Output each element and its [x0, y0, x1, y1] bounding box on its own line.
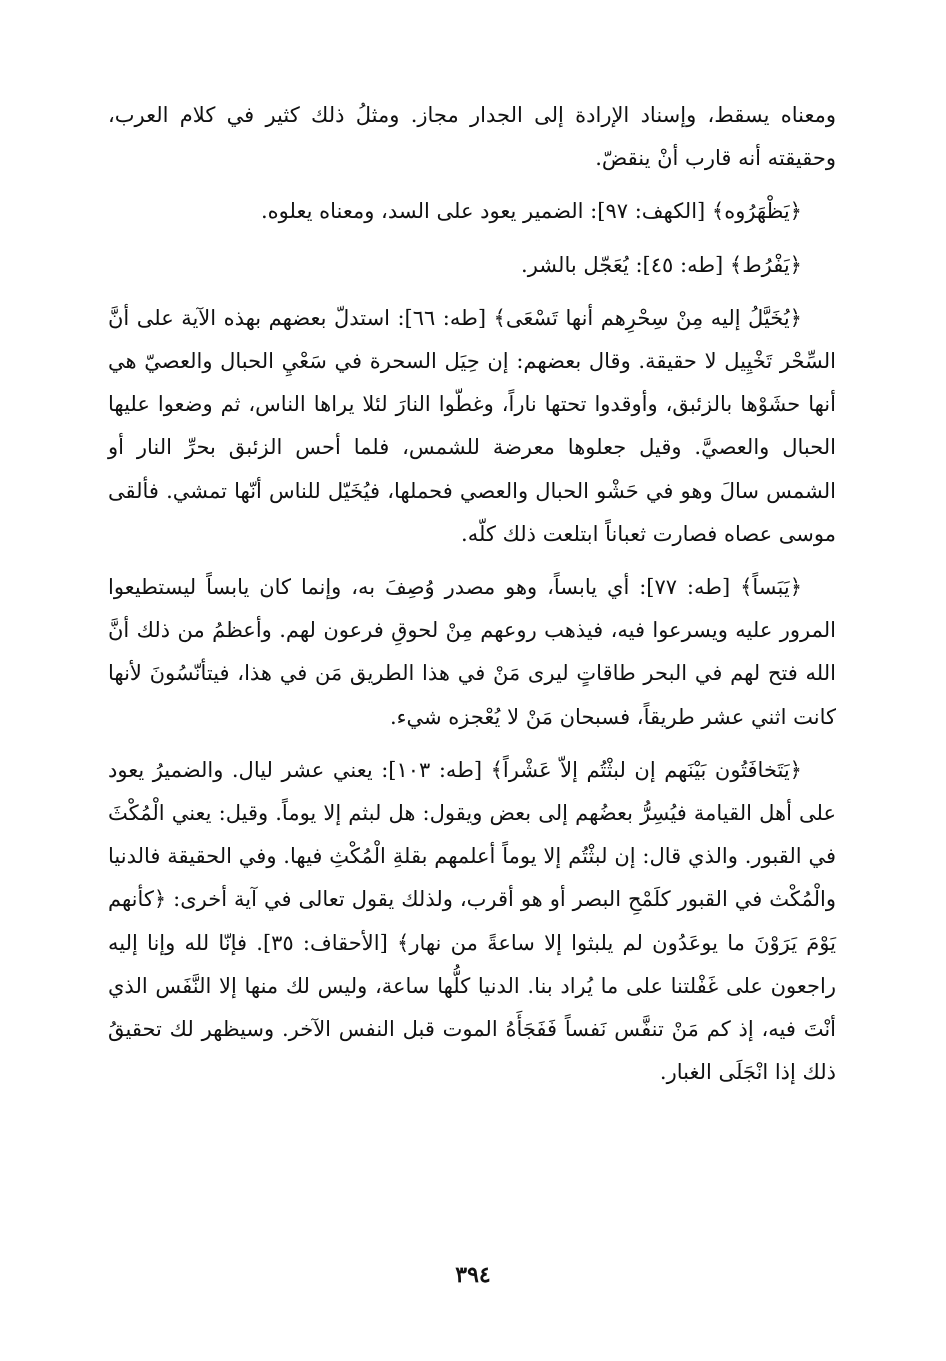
paragraph-gap — [108, 234, 836, 244]
paragraph-yafrut: ﴿يَفْرُط﴾ [طه: ٤٥]: يُعَجّل بالشر. — [521, 252, 802, 277]
paragraph-gap — [108, 287, 836, 297]
paragraph-continuation: ومعناه يسقط، وإسناد الإرادة إلى الجدار مجاز. ومثلُ ذلك كثير في كلام العرب، وحقيقته أنه قارب أنْ ينقضّ. — [108, 103, 836, 171]
paragraph-yabasan: ﴿يَبَساً﴾ [طه: ٧٧]: أي يابساً، وهو مصدر وُصِفَ به، وإنما كان يابساً ليستطيعوا المرور عليه ويسرعوا فيه، فيذهب روعهم مِنْ لحوقِ فرعون لهم. وأعظمُ من ذلك أنَّ الله فتح لهم في البحر طاقاتٍ ليرى مَنْ في هذا الطريق مَن في هذا، فيتأنّسُونَ لأنها كانت اثني عشر طريقاً، فسبحان مَنْ لا يُعْجزه شيء. — [108, 575, 836, 729]
paragraph-yazharuh: ﴿يَظْهَرُوه﴾ [الكهف: ٩٧]: الضمير يعود على السد، ومعناه يعلوه. — [260, 199, 802, 224]
paragraph-yatakhafatun: ﴿يَتَخافَتُون بَيْنَهم إن لبثْتُم إلاّ عَشْراً﴾ [طه: ١٠٣]: يعني عشر ليال. والضميرُ يعود على أهل القيامة فيُسِرُّ بعضُهم إلى بعض ويقول: هل لبثم إلا يوماً. وقيل: يعني الْمُكْثَ في القبور. والذي قال: إن لبثْتُم إلا يوماً أعلمهم بقلةِ الْمُكْثِ فيها. وفي الحقيقة فالدنيا والْمُكْث في القبور كلَمْحِ البصر أو هو أقرب، ولذلك يقول تعالى في آية أخرى: ﴿كأنهم يَوْمَ يَرَوْنَ ما يوعَدُون لم يلبثوا إلا ساعةً من نهار﴾ [الأحقاف: ٣٥]. فإنّا لله وإنا إليه راجعون على غَفْلتنا على ما يُراد بنا. الدنيا كلُّها ساعة، وليس لك منها إلا النَّفَس الذي أنْتَ فيه، إذ كم مَنْ تنفَّس نَفساً فَفَجَأَهُ الموت قبل النفس الآخر. وسيظهر لك تحقيقُ ذلك إذا انْجَلَى الغبار. — [108, 757, 836, 1085]
paragraph-gap — [108, 180, 836, 190]
paragraph-gap — [108, 739, 836, 749]
paragraph-gap — [108, 556, 836, 566]
page-body-text — [108, 94, 836, 1094]
page-number: ٣٩٤ — [455, 1262, 491, 1288]
paragraph-yukhayyal: ﴿يُخَيَّلُ إليه مِنْ سِحْرِهم أنها تَسْعَى﴾ [طه: ٦٦]: استدلّ بعضهم بهذه الآية على أنَّ السِّحْر تَخْيِيل لا حقيقة. وقال بعضهم: إن حِيَل السحرة في سَعْيِ الحبال والعصيّ هي أنها حشَوْها بالزئبق، وأوقدوا تحتها ناراً، وغطّوا النارَ لئلا يراها الناس، ثم وضعوا عليها الحبال والعصيَّ. وقيل جعلوها معرضة للشمس، فلما أحس الزئبق بحرِّ النار أو الشمس سالَ وهو في حَشْو الحبال والعصي فحملها، فيُخَيّل للناس أنّها تمشي. فألقى موسى عصاه فصارت ثعباناً ابتلعت ذلك كلّه. — [108, 305, 836, 546]
